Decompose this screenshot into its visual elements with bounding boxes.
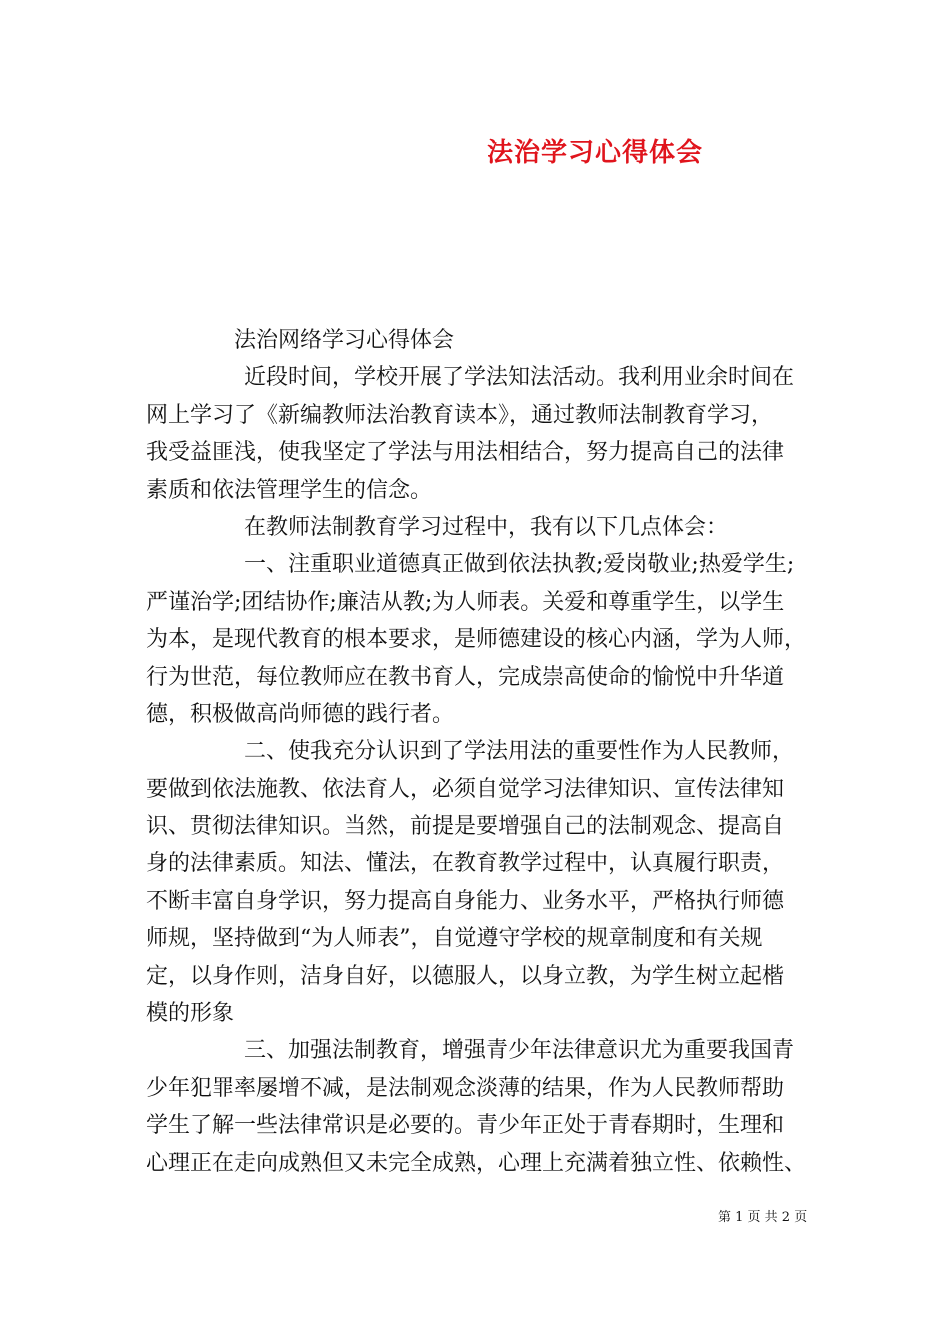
paragraph-line: 德，积极做高尚师德的践行者。 xyxy=(146,701,455,727)
paragraph-line: 师规，坚持做到“为人师表”，自觉遵守学校的规章制度和有关规 xyxy=(146,926,763,952)
paragraph-line: 在教师法制教育学习过程中，我有以下几点体会： xyxy=(244,514,729,540)
paragraph-line: 学生了解一些法律常识是必要的。青少年正处于青春期时，生理和 xyxy=(146,1113,785,1139)
paragraph-line: 行为世范，每位教师应在教书育人，完成崇高使命的愉悦中升华道 xyxy=(146,664,785,690)
paragraph-line: 近段时间，学校开展了学法知法活动。我利用业余时间在 xyxy=(244,365,795,391)
paragraph-line: 要做到依法施教、依法育人，必须自觉学习法律知识、宣传法律知 xyxy=(146,776,785,802)
paragraph-line: 识、贯彻法律知识。当然，前提是要增强自己的法制观念、提高自 xyxy=(146,814,785,840)
paragraph-line: 模的形象 xyxy=(146,1001,235,1027)
paragraph-line: 不断丰富自身学识，努力提高自身能力、业务水平，严格执行师德 xyxy=(146,888,785,914)
paragraph-line: 少年犯罪率屡增不减，是法制观念淡薄的结果，作为人民教师帮助 xyxy=(146,1075,785,1101)
paragraph-line: 定，以身作则，洁身自好，以德服人，以身立教，为学生树立起楷 xyxy=(146,963,785,989)
paragraph-line: 三、加强法制教育，增强青少年法律意识尤为重要我国青 xyxy=(244,1038,795,1064)
paragraph-line: 网上学习了《新编教师法治教育读本》，通过教师法制教育学习， xyxy=(146,402,774,428)
paragraph-line: 为本，是现代教育的根本要求，是师德建设的核心内涵，学为人师， xyxy=(146,627,807,653)
document-title: 法治学习心得体会 xyxy=(487,138,704,168)
paragraph-line: 素质和依法管理学生的信念。 xyxy=(146,477,433,503)
document-body xyxy=(146,322,811,1182)
paragraph-line: 严谨治学;团结协作;廉洁从教;为人师表。关爱和尊重学生，以学生 xyxy=(146,589,785,615)
paragraph-line: 心理正在走向成熟但又未完全成熟，心理上充满着独立性、依赖性、 xyxy=(146,1150,807,1176)
paragraph-line: 一、注重职业道德真正做到依法执教;爱岗敬业;热爱学生; xyxy=(244,552,795,578)
paragraph-line: 身的法律素质。知法、懂法，在教育教学过程中，认真履行职责， xyxy=(146,851,785,877)
paragraph-line: 二、使我充分认识到了学法用法的重要性作为人民教师， xyxy=(244,739,795,765)
section-subtitle: 法治网络学习心得体会 xyxy=(234,328,455,353)
page-footer: 第 1 页 共 2 页 xyxy=(718,1210,808,1225)
paragraph-line: 我受益匪浅，使我坚定了学法与用法相结合，努力提高自己的法律 xyxy=(146,440,785,466)
